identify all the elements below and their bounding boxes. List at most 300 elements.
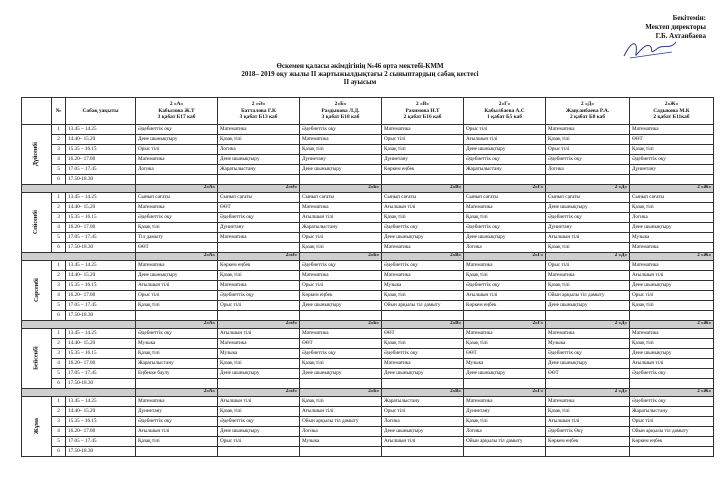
subject-cell: Орыс тілі — [464, 125, 546, 135]
separator-class-label: 2«Ә» — [218, 321, 300, 329]
subject-cell: Қазақ тілі — [464, 339, 546, 349]
subject-cell: Ағылшын тілі — [136, 281, 218, 291]
subject-cell: Дүниетану — [382, 155, 464, 165]
table-row — [22, 311, 714, 321]
subject-cell: Ағылшын тілі — [136, 427, 218, 437]
subject-cell: Математика — [382, 359, 464, 369]
subject-cell — [382, 311, 464, 321]
lesson-time: 16.20– 17.00 — [66, 359, 136, 369]
lesson-time: 15.35 – 16.15 — [66, 417, 136, 427]
subject-cell: Әдебиеттік Өкү — [546, 427, 630, 437]
subject-cell: Математика — [136, 203, 218, 213]
separator-class-label: 2 «Ж» — [630, 321, 714, 329]
subject-cell: Әдебиеттік оқу — [630, 369, 714, 379]
subject-cell: Логика — [218, 145, 300, 155]
subject-cell: Математика — [630, 329, 714, 339]
class-teacher: Кабылова Ж.Т — [158, 107, 195, 114]
subject-cell: ӨӨТ — [630, 135, 714, 145]
lesson-time: 15.35 – 16.15 — [66, 349, 136, 359]
separator-class-label: 2«Г» — [464, 389, 546, 397]
table-row — [22, 291, 714, 301]
subject-cell: Қазақ тілі — [546, 243, 630, 253]
class-teacher: Рахимова Н.Т — [405, 107, 440, 114]
subject-cell: Логика — [300, 427, 382, 437]
subject-cell: Жаратылыстану — [218, 165, 300, 175]
subject-cell: Математика — [464, 203, 546, 213]
lesson-number: 6 — [52, 379, 66, 389]
subject-cell: ӨӨТ — [136, 243, 218, 253]
subject-cell: Дене шынықтыру — [546, 359, 630, 369]
class-header — [382, 98, 464, 125]
approval-position: Мектеп директоры — [645, 23, 706, 31]
lesson-time: 14.40– 15.20 — [66, 203, 136, 213]
lesson-time: 14.40– 15.20 — [66, 407, 136, 417]
class-room: 3 қабат Б17 каб — [157, 114, 196, 121]
subject-cell: Музыка — [546, 339, 630, 349]
subject-cell: Ойын арқылы тіл дамыту — [630, 427, 714, 437]
lesson-time: 16.20– 17.00 — [66, 291, 136, 301]
class-teacher: Батталова Г.К — [241, 107, 276, 114]
day-header — [22, 98, 52, 125]
lesson-number: 1 — [52, 261, 66, 271]
subject-cell: Математика — [300, 329, 382, 339]
day-name: Дүйсенбі — [33, 142, 40, 167]
subject-cell: Жаратылыстану — [382, 397, 464, 407]
table-row — [22, 145, 714, 155]
lesson-number: 2 — [52, 407, 66, 417]
subject-cell: Әдебиеттік оқу — [546, 155, 630, 165]
lesson-time: 17.05 – 17.45 — [66, 233, 136, 243]
subject-cell: Қазақ тілі — [136, 349, 218, 359]
subject-cell: Ағылшын тілі — [464, 291, 546, 301]
subject-cell: Орыс тілі — [630, 291, 714, 301]
lesson-time: 13.45 – 14.25 — [66, 397, 136, 407]
separator-class-label: 2«Ә» — [218, 185, 300, 193]
subject-cell: Математика — [300, 135, 382, 145]
separator-class-label: 2«А» — [136, 185, 218, 193]
table-row — [22, 359, 714, 369]
lesson-time: 17.50-18.30 — [66, 175, 136, 185]
separator-class-label: 2 «Ж» — [630, 253, 714, 261]
subject-cell: Әдебиеттік оқу — [300, 125, 382, 135]
subject-cell: Математика — [300, 271, 382, 281]
lesson-number: 4 — [52, 223, 66, 233]
separator-class-label: 2«Б» — [300, 253, 382, 261]
subject-cell: Логика — [546, 165, 630, 175]
subject-cell: Орыс тілі — [218, 301, 300, 311]
subject-cell: Дүниетану — [218, 223, 300, 233]
subject-cell: Қазақ тілі — [464, 213, 546, 223]
subject-cell: Орыс тілі — [546, 145, 630, 155]
subject-cell: Математика — [630, 125, 714, 135]
table-row — [22, 417, 714, 427]
lesson-number: 1 — [52, 193, 66, 203]
lesson-number: 1 — [52, 397, 66, 407]
subject-cell: Математика — [630, 243, 714, 253]
subject-cell: Дүниетану — [300, 155, 382, 165]
subject-cell — [136, 379, 218, 389]
lesson-number: 5 — [52, 437, 66, 447]
lesson-time: 17.50-18.30 — [66, 243, 136, 253]
subject-cell: Ағылшын тілі — [300, 407, 382, 417]
class-name: 2«Ж» — [664, 101, 679, 108]
subject-cell: Қазақ тілі — [546, 407, 630, 417]
table-row — [22, 281, 714, 291]
table-row — [22, 193, 714, 203]
table-row — [22, 437, 714, 447]
approval-label: Бекітемін: — [672, 14, 706, 22]
separator-blank — [22, 389, 136, 397]
subject-cell: Математика — [630, 261, 714, 271]
subject-cell: Тіл дамыту — [136, 233, 218, 243]
class-header — [136, 98, 218, 125]
subject-cell — [630, 175, 714, 185]
table-row — [22, 271, 714, 281]
subject-cell — [382, 379, 464, 389]
subject-cell: Математика — [546, 271, 630, 281]
class-teacher: Раздыкова Л.Д. — [321, 107, 360, 114]
subject-cell: Жаратылыстану — [464, 165, 546, 175]
subject-cell: Әдебиеттік оқу — [136, 125, 218, 135]
subject-cell: Қазақ тілі — [630, 339, 714, 349]
subject-cell — [464, 447, 546, 457]
class-separator-row — [22, 389, 714, 397]
class-header — [630, 98, 714, 125]
subject-cell: Дене шынықтыру — [300, 369, 382, 379]
subject-cell: Математика — [218, 281, 300, 291]
approval-name: Г.Б. Ахтанбаева — [655, 32, 706, 40]
schedule-table — [21, 97, 714, 457]
lesson-time: 15.35 – 16.15 — [66, 213, 136, 223]
subject-cell: Дүниетану — [546, 223, 630, 233]
lesson-number: 5 — [52, 369, 66, 379]
subject-cell: Ағылшын тілі — [630, 359, 714, 369]
subject-cell: Орыс тілі — [218, 437, 300, 447]
subject-cell — [464, 311, 546, 321]
subject-cell: Жаратылыстану — [300, 223, 382, 233]
separator-class-label: 2«Ә» — [218, 389, 300, 397]
lesson-time: 17.05 – 17.45 — [66, 165, 136, 175]
subject-cell — [136, 447, 218, 457]
subject-cell: Орыс тілі — [136, 291, 218, 301]
subject-cell: Ағылшын тілі — [300, 213, 382, 223]
subject-cell: Дене шынықтыру — [382, 233, 464, 243]
subject-cell: Дене шынықтыру — [546, 203, 630, 213]
subject-cell: Қазақ тілі — [136, 223, 218, 233]
subject-cell — [630, 311, 714, 321]
class-name: 2 «Д» — [580, 101, 595, 108]
subject-cell — [218, 243, 300, 253]
subject-cell: ӨӨТ — [300, 339, 382, 349]
subject-cell: Көркем еңбек — [464, 301, 546, 311]
subject-cell — [546, 379, 630, 389]
subject-cell: Қазақ тілі — [218, 407, 300, 417]
subject-cell — [218, 447, 300, 457]
day-cell — [22, 125, 52, 185]
subject-cell: Ағылшын тілі — [382, 203, 464, 213]
class-header — [300, 98, 382, 125]
lesson-time: 13.45 – 14.25 — [66, 125, 136, 135]
lesson-number: 3 — [52, 145, 66, 155]
subject-cell: Әдебиеттік оқу — [630, 397, 714, 407]
subject-cell: Математика — [218, 125, 300, 135]
subject-cell: Қазақ тілі — [382, 213, 464, 223]
table-row — [22, 447, 714, 457]
subject-cell — [136, 175, 218, 185]
lesson-number: 6 — [52, 447, 66, 457]
day-name: Сейсенбі — [33, 210, 40, 235]
class-name: 2 «Ә» — [251, 101, 266, 108]
subject-cell: Ағылшын тілі — [218, 397, 300, 407]
subject-cell — [300, 447, 382, 457]
lesson-number: 4 — [52, 359, 66, 369]
subject-cell: Логика — [382, 417, 464, 427]
subject-cell: Әдебиеттік оқу — [546, 349, 630, 359]
separator-class-label: 2«Б» — [300, 321, 382, 329]
lesson-time: 16.20– 17.00 — [66, 155, 136, 165]
subject-cell: Дене шынықтыру — [464, 233, 546, 243]
subject-cell: Логика — [464, 427, 546, 437]
subject-cell: Сынып сағаты — [630, 193, 714, 203]
class-header — [218, 98, 300, 125]
subject-cell: Сынып сағаты — [464, 193, 546, 203]
table-row — [22, 223, 714, 233]
table-row — [22, 243, 714, 253]
subject-cell: Қазақ тілі — [630, 145, 714, 155]
subject-cell: Музыка — [382, 281, 464, 291]
subject-cell: Әдебиеттік оқу — [546, 213, 630, 223]
class-header — [546, 98, 630, 125]
subject-cell: Қазақ тілі — [218, 359, 300, 369]
subject-cell — [546, 175, 630, 185]
subject-cell: Қазақ тілі — [136, 437, 218, 447]
subject-cell: Математика — [546, 329, 630, 339]
day-name: Бейсенбі — [33, 346, 40, 371]
subject-cell: Қазақ тілі — [218, 271, 300, 281]
separator-class-label: 2«В» — [382, 253, 464, 261]
separator-blank — [22, 321, 136, 329]
lesson-number: 6 — [52, 311, 66, 321]
subject-cell: Дене шынықтыру — [136, 135, 218, 145]
subject-cell — [630, 447, 714, 457]
subject-cell — [546, 311, 630, 321]
subject-cell: Ойын арқылы тіл дамыту — [300, 417, 382, 427]
subject-cell: Дене шынықтыру — [630, 349, 714, 359]
subject-cell: Логика — [136, 165, 218, 175]
subject-cell: Қазақ тілі — [136, 301, 218, 311]
class-room: 3 қабат Б18 каб — [321, 114, 360, 121]
lesson-number: 6 — [52, 175, 66, 185]
lesson-time: 17.50-18.30 — [66, 379, 136, 389]
subject-cell — [546, 447, 630, 457]
subject-cell: Әдебиеттік оқу — [136, 417, 218, 427]
class-separator-row — [22, 253, 714, 261]
title-school: Өскемен қаласы әкімдігінің №46 орта мектебі-КММ — [276, 62, 444, 70]
table-row — [22, 135, 714, 145]
table-row — [22, 203, 714, 213]
lesson-number: 2 — [52, 339, 66, 349]
subject-cell: Қазақ тілі — [300, 145, 382, 155]
lesson-number: 4 — [52, 427, 66, 437]
subject-cell: Логика — [630, 213, 714, 223]
subject-cell — [300, 311, 382, 321]
subject-cell: Көркем еңбек — [630, 437, 714, 447]
separator-class-label: 2«В» — [382, 389, 464, 397]
table-row — [22, 397, 714, 407]
separator-class-label: 2«А» — [136, 253, 218, 261]
subject-cell: Дене шынықтыру — [218, 155, 300, 165]
subject-cell: ӨӨТ — [464, 349, 546, 359]
subject-cell: Әдебиеттік оқу — [136, 213, 218, 223]
class-room: 1 қабат Б5 каб — [486, 114, 523, 121]
separator-class-label: 2«В» — [382, 185, 464, 193]
lesson-number: 3 — [52, 213, 66, 223]
subject-cell: Жаратылыстану — [136, 359, 218, 369]
subject-cell: Музыка — [218, 349, 300, 359]
lesson-time: 13.45 – 14.25 — [66, 261, 136, 271]
subject-cell: Орыс тілі — [300, 281, 382, 291]
subject-cell: Орыс тілі — [630, 417, 714, 427]
subject-cell: Әдебиеттік оқу — [300, 261, 382, 271]
subject-cell: Сынып сағаты — [300, 193, 382, 203]
subject-cell: Жаратылыстану — [630, 407, 714, 417]
class-room: 2 қабат Б16 каб — [403, 114, 442, 121]
subject-cell: Қазақ тілі — [464, 417, 546, 427]
table-row — [22, 407, 714, 417]
subject-cell — [300, 379, 382, 389]
signature-icon — [620, 36, 680, 62]
lesson-time: 13.45 – 14.25 — [66, 329, 136, 339]
subject-cell: Дүниетану — [464, 407, 546, 417]
table-row — [22, 165, 714, 175]
class-teacher: Кабылбаева А.С — [484, 107, 525, 114]
subject-cell: Математика — [300, 203, 382, 213]
separator-class-label: 2«В» — [382, 321, 464, 329]
subject-cell: Қазақ тілі — [382, 339, 464, 349]
subject-cell: Әдебиеттік оқу — [218, 213, 300, 223]
lesson-time: 17.05 – 17.45 — [66, 301, 136, 311]
subject-cell: Орыс тілі — [546, 261, 630, 271]
subject-cell: Дене шынықтыру — [136, 271, 218, 281]
subject-cell: Математика — [382, 125, 464, 135]
subject-cell: Дүниетану — [630, 165, 714, 175]
subject-cell: Қазақ тілі — [300, 359, 382, 369]
table-row — [22, 301, 714, 311]
subject-cell: Әдебиеттік оқу — [382, 349, 464, 359]
subject-cell: Дене шынықтыру — [630, 281, 714, 291]
separator-class-label: 2«Б» — [300, 185, 382, 193]
subject-cell: Дене шынықтыру — [464, 145, 546, 155]
subject-cell: Математика — [218, 339, 300, 349]
day-name: Сәрсенбі — [33, 278, 40, 303]
subject-cell: Қазақ тілі — [300, 243, 382, 253]
subject-cell: Әдебиеттік оқу — [300, 349, 382, 359]
table-row — [22, 261, 714, 271]
subject-cell: Ағылшын тілі — [464, 135, 546, 145]
subject-cell: Дене шынықтыру — [546, 301, 630, 311]
lesson-time: 15.35 – 16.15 — [66, 145, 136, 155]
subject-cell: ӨӨТ — [218, 203, 300, 213]
subject-cell: Математика — [464, 329, 546, 339]
subject-cell: Математика — [136, 261, 218, 271]
subject-cell — [218, 379, 300, 389]
table-row — [22, 329, 714, 339]
day-cell — [22, 397, 52, 457]
subject-cell: Математика — [546, 397, 630, 407]
table-body — [22, 125, 714, 457]
subject-cell: Дене шынықтыру — [300, 301, 382, 311]
table-row — [22, 427, 714, 437]
subject-cell: Ағылшын тілі — [382, 437, 464, 447]
separator-class-label: 2«Ә» — [218, 253, 300, 261]
lesson-time: 14.40– 15.20 — [66, 135, 136, 145]
separator-class-label: 2«Г» — [464, 185, 546, 193]
subject-cell: Дене шынықтыру — [218, 369, 300, 379]
subject-cell: Дене шынықтыру — [382, 369, 464, 379]
subject-cell: Орыс тілі — [300, 233, 382, 243]
subject-cell: Математика — [382, 271, 464, 281]
subject-cell: Музыка — [630, 233, 714, 243]
subject-cell: Әдебиеттік оқу — [382, 261, 464, 271]
lesson-time: 14.40– 15.20 — [66, 339, 136, 349]
separator-blank — [22, 185, 136, 193]
separator-class-label: 2 «Д» — [546, 253, 630, 261]
subject-cell: Еңбекке баулу — [136, 369, 218, 379]
lesson-number: 2 — [52, 203, 66, 213]
separator-class-label: 2«Б» — [300, 389, 382, 397]
subject-cell: Әдебиеттік оқу — [464, 223, 546, 233]
subject-cell: ӨӨТ — [382, 329, 464, 339]
subject-cell — [218, 175, 300, 185]
lesson-time: 17.05 – 17.45 — [66, 437, 136, 447]
subject-cell: Қазақ тілі — [546, 135, 630, 145]
subject-cell: Математика — [464, 397, 546, 407]
subject-cell: Сынып сағаты — [382, 193, 464, 203]
class-name: 2 «А» — [169, 101, 184, 108]
subject-cell: Әдебиеттік оқу — [464, 155, 546, 165]
subject-cell: Қазақ тілі — [382, 291, 464, 301]
subject-cell: Сынып сағаты — [136, 193, 218, 203]
subject-cell — [218, 311, 300, 321]
subject-cell: Ағылшын тілі — [546, 417, 630, 427]
subject-cell: Орыс тілі — [382, 407, 464, 417]
subject-cell: Дене шынықтыру — [300, 165, 382, 175]
subject-cell: Ойын арқылы тіл дамыту — [382, 301, 464, 311]
subject-cell: Математика — [136, 397, 218, 407]
class-name: 2 «В» — [415, 101, 430, 108]
class-separator-row — [22, 321, 714, 329]
subject-cell: Көркем еңбек — [300, 291, 382, 301]
subject-cell: Математика — [464, 261, 546, 271]
subject-cell — [630, 379, 714, 389]
lesson-number: 4 — [52, 155, 66, 165]
subject-cell: Ойын арқылы тіл дамыту — [464, 437, 546, 447]
subject-cell: Математика — [382, 243, 464, 253]
subject-cell: Қазақ тілі — [464, 271, 546, 281]
subject-cell: Логика — [464, 243, 546, 253]
lesson-time: 17.50-18.30 — [66, 447, 136, 457]
lesson-number: 6 — [52, 243, 66, 253]
subject-cell: Әдебиеттік оқу — [218, 417, 300, 427]
subject-cell: Қазақ тілі — [546, 281, 630, 291]
separator-class-label: 2 «Ж» — [630, 185, 714, 193]
table-row — [22, 125, 714, 135]
subject-cell: Әдебиеттік оқу — [464, 281, 546, 291]
subject-cell: Сынып сағаты — [218, 193, 300, 203]
lesson-number: 1 — [52, 125, 66, 135]
lesson-number: 5 — [52, 165, 66, 175]
subject-cell: Дене шынықтыру — [218, 427, 300, 437]
